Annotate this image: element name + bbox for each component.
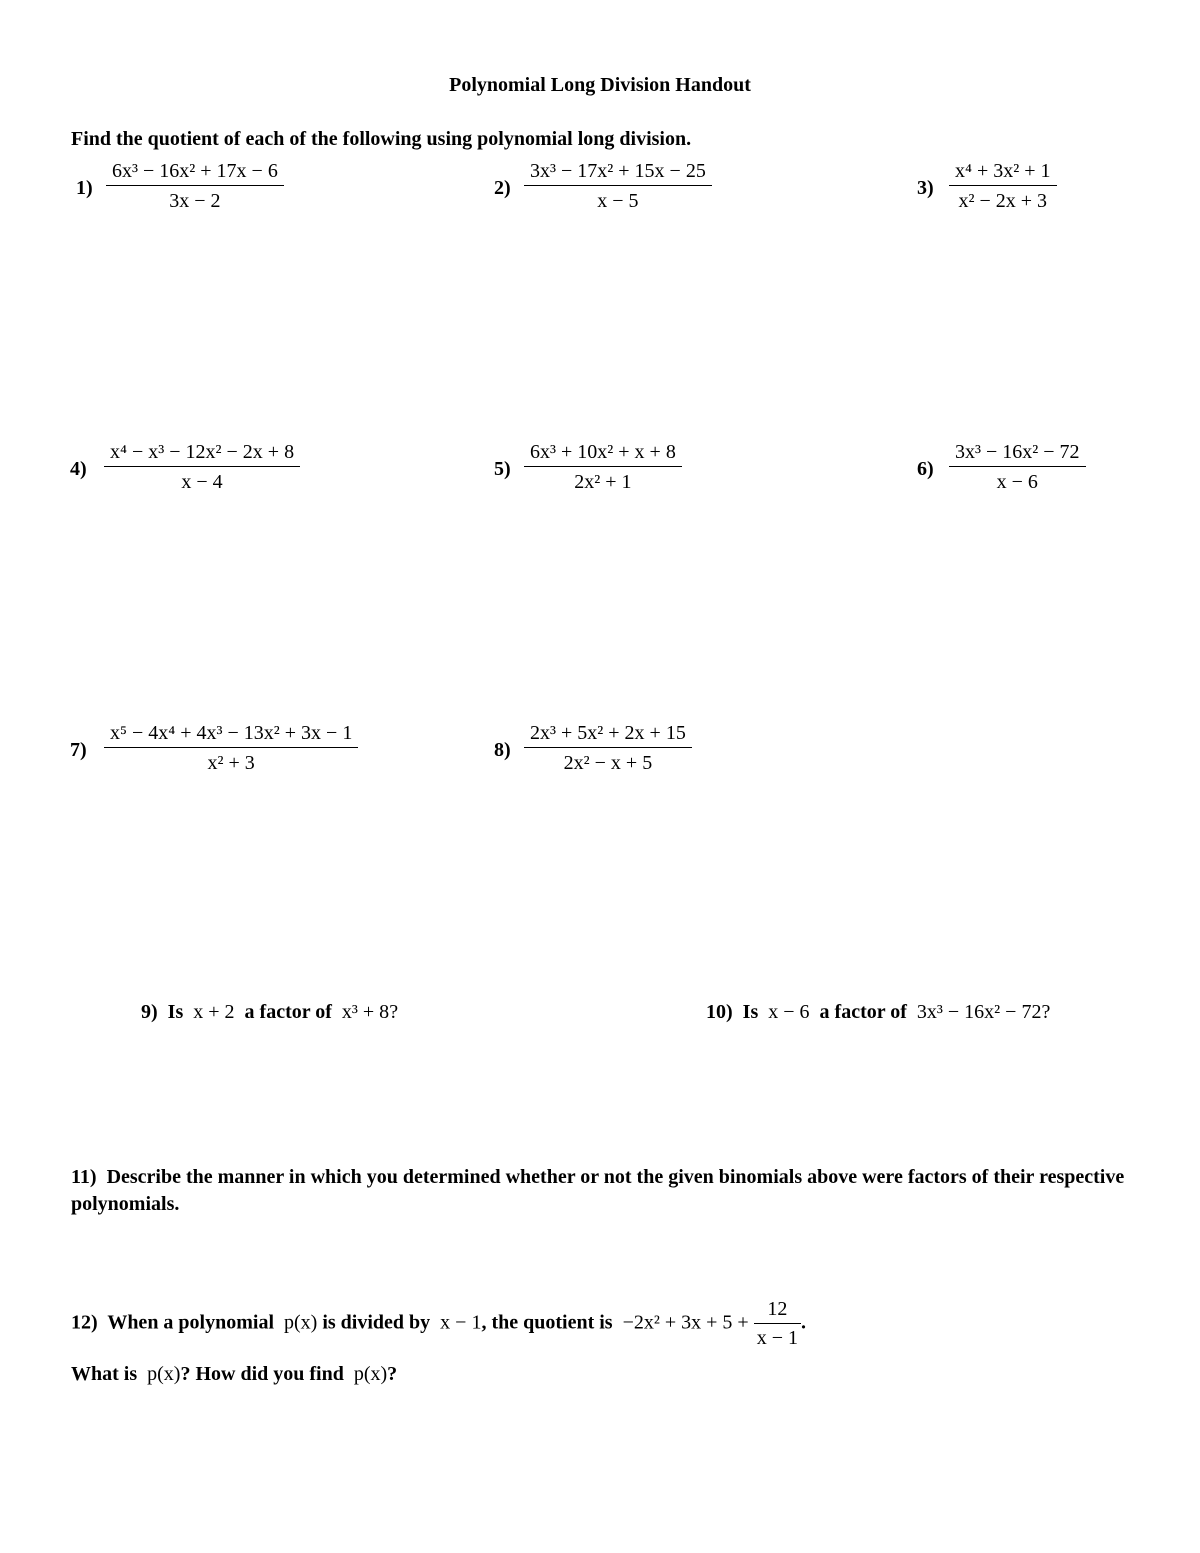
denominator: x − 4 [181, 471, 223, 493]
question-text: ? How did you find [180, 1363, 344, 1385]
problem-label: 2) [494, 177, 511, 199]
denominator: x − 6 [996, 471, 1038, 493]
denominator: 3x − 2 [169, 190, 221, 212]
question-9 [141, 1001, 398, 1024]
question-text: Is [742, 1001, 759, 1023]
numerator: 3x³ − 17x² + 15x − 25 [524, 160, 712, 186]
numerator: x⁴ + 3x² + 1 [949, 160, 1057, 186]
question-text: ? [387, 1363, 398, 1385]
p-of-x: p(x) [353, 1363, 388, 1385]
question-mark: ? [389, 1001, 399, 1023]
numerator: x⁵ − 4x⁴ + 4x³ − 13x² + 3x − 1 [104, 722, 358, 748]
denominator: x² − 2x + 3 [958, 190, 1048, 212]
question-11 [71, 1164, 1141, 1218]
page-title: Polynomial Long Division Handout [449, 74, 751, 96]
binomial: x + 2 [193, 1001, 235, 1023]
question-label: 11) [71, 1166, 97, 1188]
question-text: When a polynomial [107, 1311, 275, 1334]
problem-fraction [104, 441, 300, 494]
problem-label: 7) [70, 739, 87, 761]
instructions: Find the quotient of each of the following using polynomial long division. [71, 128, 692, 150]
problem-label: 4) [70, 458, 87, 480]
problem-fraction [949, 441, 1086, 494]
numerator: 12 [754, 1298, 801, 1324]
question-label: 9) [141, 1001, 158, 1023]
numerator: 3x³ − 16x² − 72 [949, 441, 1086, 467]
denominator: x² + 3 [207, 752, 255, 774]
polynomial: x³ + 8 [341, 1001, 390, 1023]
problem-label: 3) [917, 177, 934, 199]
numerator: 6x³ + 10x² + x + 8 [524, 441, 682, 467]
p-of-x: p(x) [284, 1311, 318, 1334]
binomial: x − 6 [768, 1001, 810, 1023]
problem-label: 8) [494, 739, 511, 761]
p-of-x: p(x) [147, 1363, 181, 1385]
question-text: Describe the manner in which you determined whether or not the given binomials above were factors of their respective polynomials. [71, 1166, 1125, 1215]
question-text: What is [71, 1363, 138, 1385]
denominator: x − 1 [756, 1327, 798, 1349]
quotient: −2x² + 3x + 5 + [622, 1311, 749, 1334]
period: . [800, 1311, 806, 1334]
problem-fraction [524, 160, 712, 213]
problem-fraction [949, 160, 1057, 213]
question-mark: ? [1041, 1001, 1051, 1023]
problem-label: 1) [76, 177, 93, 199]
problem-fraction [524, 441, 682, 494]
question-text: is divided by [322, 1311, 431, 1334]
problem-fraction [104, 722, 358, 775]
numerator: 2x³ + 5x² + 2x + 15 [524, 722, 692, 748]
numerator: x⁴ − x³ − 12x² − 2x + 8 [104, 441, 300, 467]
question-text: a factor of [244, 1001, 332, 1023]
question-label: 12) [71, 1311, 98, 1334]
denominator: x − 5 [597, 190, 639, 212]
problem-label: 6) [917, 458, 934, 480]
question-text: , the quotient is [481, 1311, 613, 1334]
polynomial: 3x³ − 16x² − 72 [916, 1001, 1042, 1023]
denominator: 2x² + 1 [574, 471, 632, 493]
problem-fraction [524, 722, 692, 775]
divisor: x − 1 [440, 1311, 482, 1334]
problem-label: 5) [494, 458, 511, 480]
question-label: 10) [706, 1001, 733, 1023]
denominator: 2x² − x + 5 [563, 752, 653, 774]
question-12-line-2 [71, 1363, 397, 1386]
problem-fraction [106, 160, 284, 213]
remainder-fraction [754, 1298, 801, 1350]
question-10 [706, 1001, 1050, 1024]
question-text: Is [167, 1001, 184, 1023]
question-text: a factor of [819, 1001, 907, 1023]
numerator: 6x³ − 16x² + 17x − 6 [106, 160, 284, 186]
question-12 [71, 1298, 806, 1350]
